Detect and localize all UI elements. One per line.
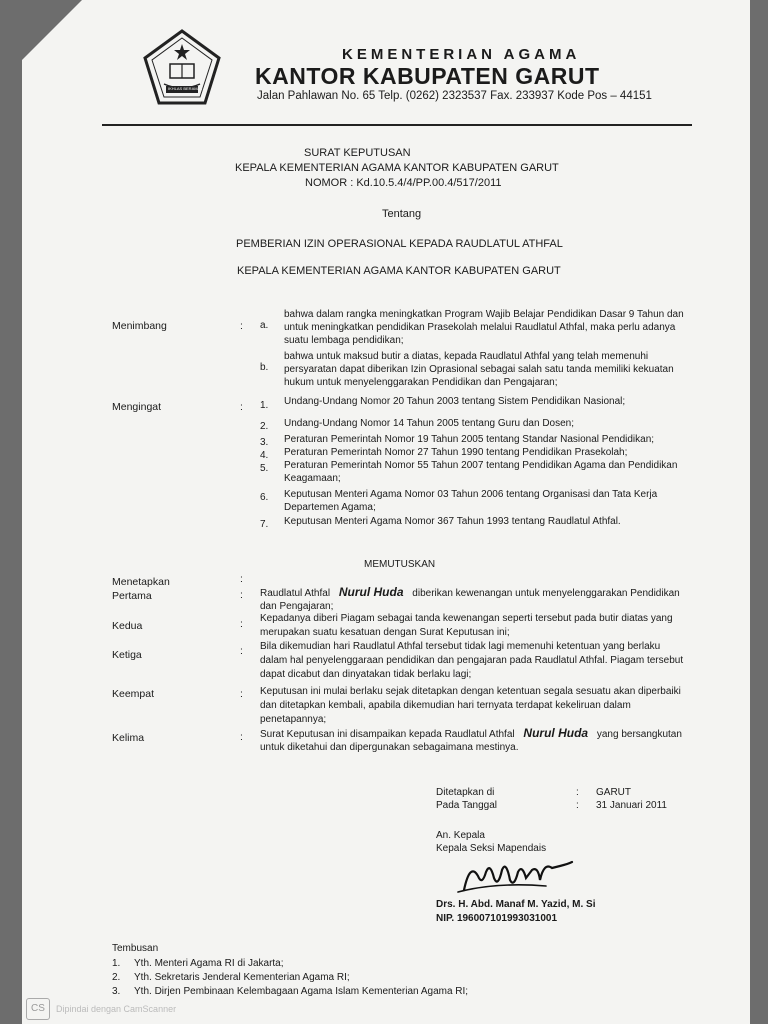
- tembusan-item-2: Yth. Sekretaris Jenderal Kementerian Agama RI;: [134, 972, 350, 983]
- mengingat-item-6: Keputusan Menteri Agama Nomor 03 Tahun 2006 tentang Organisasi dan Tata Kerja: [284, 489, 658, 500]
- kelima-line2: untuk diketahui dan dipergunakan sebagaimana mestinya.: [260, 742, 519, 753]
- kedua-line2: merupakan suatu kesatuan dengan Surat Keputusan ini;: [260, 627, 510, 638]
- logo-motto: IKHLAS BERAMAL: [168, 86, 203, 91]
- kelima-pre: Surat Keputusan ini disampaikan kepada Raudlatul Athfal: [260, 729, 515, 740]
- keempat-line1: Keputusan ini mulai berlaku sejak ditetapkan dengan ketentuan segala sesuatu akan diperbaiki: [260, 686, 681, 697]
- mengingat-item-2: Undang-Undang Nomor 14 Tahun 2005 tentang Guru dan Dosen;: [284, 418, 575, 429]
- page-fold: [22, 0, 82, 60]
- doc-number: NOMOR : Kd.10.5.4/4/PP.00.4/517/2011: [305, 177, 502, 189]
- menetapkan-colon: :: [240, 573, 243, 585]
- pertama-school-name: Nurul Huda: [338, 585, 404, 599]
- signer-name: Drs. H. Abd. Manaf M. Yazid, M. Si: [436, 899, 596, 910]
- ketiga-colon: :: [240, 645, 243, 657]
- kelima-school-name: Nurul Huda: [523, 726, 589, 740]
- pertama-label: Pertama: [112, 590, 152, 602]
- menimbang-a-line2: untuk meningkatkan pendidikan Prasekolah melalui Raudlatul Athfal, maka perlu adanya: [284, 322, 676, 333]
- kedua-label: Kedua: [112, 620, 143, 632]
- tembusan-num-3: 3.: [112, 986, 121, 997]
- doc-issuer: KEPALA KEMENTERIAN AGAMA KANTOR KABUPATEN GARUT: [235, 162, 559, 174]
- menimbang-a-line3: suatu lembaga pendidikan;: [284, 335, 404, 346]
- an-kepala: An. Kepala: [436, 830, 485, 841]
- kedua-colon: :: [240, 618, 243, 630]
- mengingat-num-6: 6.: [260, 492, 269, 503]
- tembusan-label: Tembusan: [112, 943, 159, 954]
- ditetapkan-label: Ditetapkan di: [436, 787, 495, 798]
- kedua-line1: Kepadanya diberi Piagam sebagai tanda kewenangan seperti tersebut pada butir diatas yang: [260, 613, 673, 624]
- keempat-line2: dan ditetapkan kembali, apabila dikemudian hari ternyata terdapat kekeliruan dalam: [260, 700, 631, 711]
- pertama-colon: :: [240, 589, 243, 601]
- signer-position: Kepala Seksi Mapendais: [436, 843, 547, 854]
- camscanner-logo-icon: CS: [26, 998, 50, 1020]
- menimbang-colon: :: [240, 320, 243, 332]
- header-ministry: KEMENTERIAN AGAMA: [342, 46, 581, 63]
- tembusan-item-3: Yth. Dirjen Pembinaan Kelembagaan Agama Islam Kementerian Agama RI;: [134, 986, 469, 997]
- ministry-logo-icon: [142, 28, 222, 108]
- mengingat-num-3: 3.: [260, 437, 269, 448]
- mengingat-item-7: Keputusan Menteri Agama Nomor 367 Tahun 1993 tentang Raudlatul Athfal.: [284, 516, 621, 527]
- ditetapkan-value: GARUT: [596, 787, 631, 798]
- tembusan-num-1: 1.: [112, 958, 121, 969]
- menimbang-b-line3: hukum untuk menyelenggarakan Pendidikan dan Pengajaran;: [284, 377, 558, 388]
- ketiga-line2: dalam hal penyelenggaraan pendidikan dan pengajaran pada Raudlatul Athfal. Piagam tersebut: [260, 655, 684, 666]
- menimbang-a-marker: a.: [260, 320, 269, 331]
- doc-subject: PEMBERIAN IZIN OPERASIONAL KEPADA RAUDLATUL ATHFAL: [236, 238, 563, 250]
- kelima-colon: :: [240, 731, 243, 743]
- pertama-line2: dan Pengajaran;: [260, 601, 334, 612]
- ketiga-label: Ketiga: [112, 649, 142, 661]
- kelima-post: yang bersangkutan: [596, 729, 682, 740]
- header-divider: [102, 124, 692, 126]
- menetapkan-label: Menetapkan: [112, 576, 170, 588]
- mengingat-num-7: 7.: [260, 519, 269, 530]
- mengingat-item-5: Peraturan Pemerintah Nomor 55 Tahun 2007 tentang Pendidikan Agama dan Pendidikan: [284, 460, 678, 471]
- keempat-label: Keempat: [112, 688, 155, 700]
- tanggal-label: Pada Tanggal: [436, 800, 497, 811]
- mengingat-label: Mengingat: [112, 401, 162, 413]
- keempat-line3: penetapannya;: [260, 714, 327, 725]
- tembusan-num-2: 2.: [112, 972, 121, 983]
- mengingat-item-5-cont: Keagamaan;: [284, 473, 341, 484]
- mengingat-item-4: Peraturan Pemerintah Nomor 27 Tahun 1990 tentang Pendidikan Prasekolah;: [284, 447, 628, 458]
- camscanner-watermark: Dipindai dengan CamScanner: [56, 1004, 177, 1014]
- keempat-colon: :: [240, 688, 243, 700]
- mengingat-item-6-cont: Departemen Agama;: [284, 502, 376, 513]
- pertama-line1: [260, 586, 680, 601]
- tentang-label: Tentang: [382, 208, 422, 220]
- menimbang-b-marker: b.: [260, 362, 269, 373]
- doc-type: SURAT KEPUTUSAN: [304, 147, 411, 159]
- kelima-line1: [260, 727, 682, 742]
- memutuskan-heading: MEMUTUSKAN: [364, 559, 436, 570]
- mengingat-num-1: 1.: [260, 400, 269, 411]
- document-page: [22, 0, 750, 1024]
- ketiga-line3: dapat dicabut dan dinyatakan tidak berlaku lagi;: [260, 669, 472, 680]
- tanggal-colon: :: [576, 800, 579, 811]
- tanggal-value: 31 Januari 2011: [596, 800, 667, 811]
- mengingat-num-4: 4.: [260, 450, 269, 461]
- kelima-label: Kelima: [112, 732, 145, 744]
- ditetapkan-colon: :: [576, 787, 579, 798]
- tembusan-item-1: Yth. Menteri Agama RI di Jakarta;: [134, 958, 284, 969]
- menimbang-b-line2: persyaratan dapat diberikan Izin Oprasional sebagai salah satu tanda memiliki kekuatan: [284, 364, 674, 375]
- pertama-post: diberikan kewenangan untuk menyelenggarakan Pendidikan: [412, 588, 680, 599]
- ketiga-line1: Bila dikemudian hari Raudlatul Athfal tersebut tidak lagi memenuhi ketentuan yang berlaku: [260, 641, 661, 652]
- mengingat-item-3: Peraturan Pemerintah Nomor 19 Tahun 2005 tentang Standar Nasional Pendidikan;: [284, 434, 655, 445]
- handwritten-signature: [456, 852, 586, 898]
- menimbang-label: Menimbang: [112, 320, 167, 332]
- doc-issuer-repeat: KEPALA KEMENTERIAN AGAMA KANTOR KABUPATEN GARUT: [237, 265, 561, 277]
- pertama-pre: Raudlatul Athfal: [260, 588, 331, 599]
- header-office: KANTOR KABUPATEN GARUT: [255, 63, 600, 89]
- header-address: Jalan Pahlawan No. 65 Telp. (0262) 2323537 Fax. 233937 Kode Pos – 44151: [257, 90, 652, 102]
- menimbang-a-line1: bahwa dalam rangka meningkatkan Program Wajib Belajar Pendidikan Dasar 9 Tahun dan: [284, 309, 684, 320]
- mengingat-colon: :: [240, 401, 243, 413]
- mengingat-num-5: 5.: [260, 463, 269, 474]
- menimbang-b-line1: bahwa untuk maksud butir a diatas, kepada Raudlatul Athfal yang telah memenuhi: [284, 351, 649, 362]
- signer-nip: NIP. 196007101993031001: [436, 913, 558, 924]
- mengingat-item-1: Undang-Undang Nomor 20 Tahun 2003 tentang Sistem Pendidikan Nasional;: [284, 396, 626, 407]
- mengingat-num-2: 2.: [260, 421, 269, 432]
